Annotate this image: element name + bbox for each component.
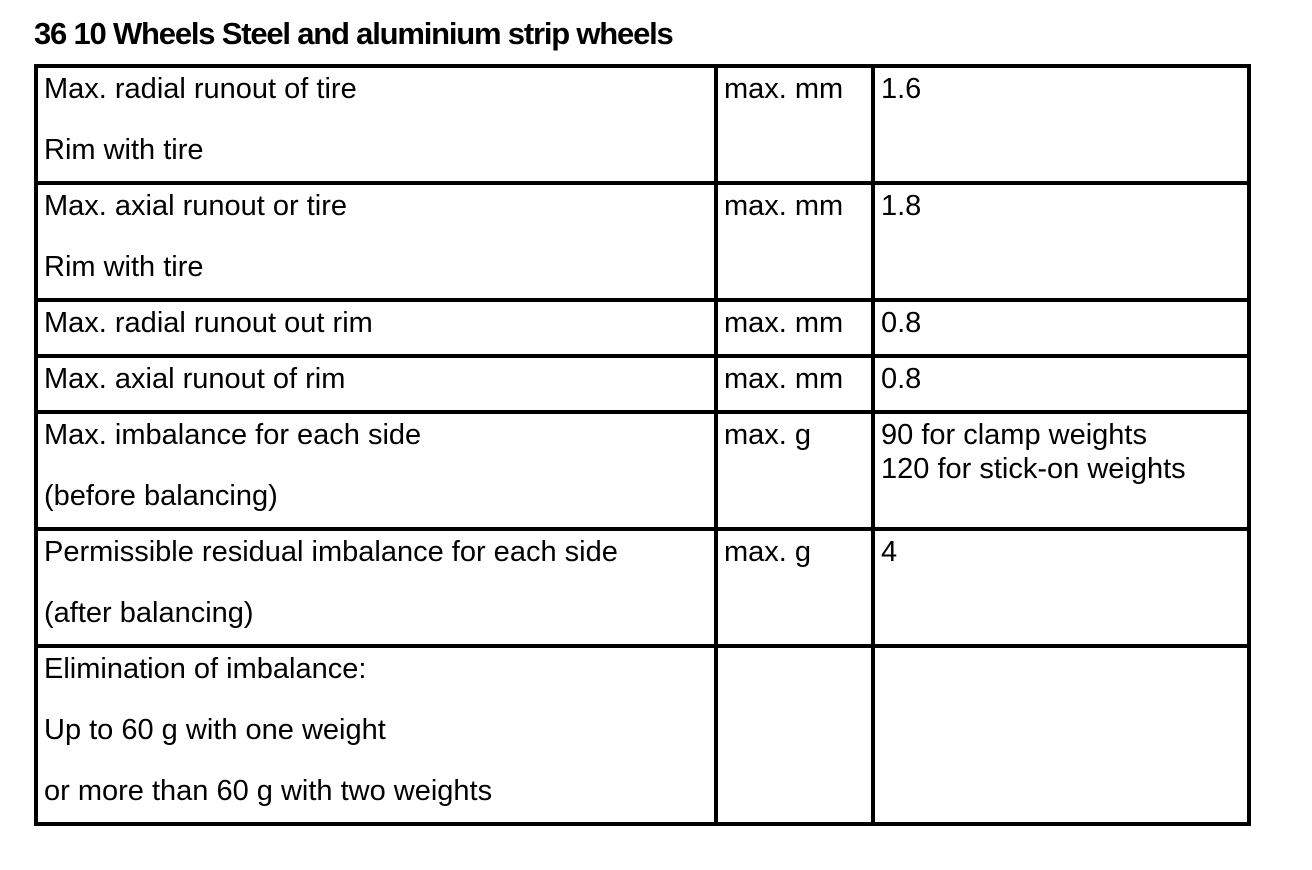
unit-cell [716,300,873,356]
value-text: 120 for stick-on weights [881,453,1186,485]
value-cell [873,529,1249,646]
value-text: 0.8 [881,307,922,339]
table-row [36,356,1249,412]
description-line: Max. axial runout of rim [44,363,346,395]
unit-text: max. mm [724,190,844,222]
description-cell [36,529,716,646]
description-line: Rim with tire [44,251,204,283]
unit-text: max. mm [724,73,844,105]
value-cell [873,646,1249,824]
unit-cell [716,356,873,412]
unit-text: max. mm [724,307,844,339]
table-row [36,646,1249,824]
value-cell [873,183,1249,300]
value-text: 1.8 [881,190,922,222]
description-line: Max. imbalance for each side [44,419,422,451]
unit-cell [716,529,873,646]
description-cell [36,412,716,529]
table-row [36,412,1249,529]
table-row [36,529,1249,646]
description-line: Rim with tire [44,134,204,166]
description-cell [36,300,716,356]
description-cell [36,356,716,412]
table-row [36,66,1249,183]
description-cell [36,183,716,300]
description-line: Max. radial runout out rim [44,307,373,339]
unit-cell [716,183,873,300]
value-text: 4 [881,536,898,568]
table-row [36,300,1249,356]
unit-text: max. g [724,536,812,568]
value-text: 1.6 [881,73,922,105]
value-cell [873,412,1249,529]
description-line: Elimination of imbalance: [44,653,367,685]
unit-cell [716,646,873,824]
value-text [881,646,1247,683]
description-line: Up to 60 g with one weight [44,714,386,746]
specification-table [34,64,1251,826]
value-cell [873,300,1249,356]
description-line: or more than 60 g with two weights [44,775,493,807]
unit-cell [716,66,873,183]
description-cell [36,66,716,183]
page-title: 36 10 Wheels Steel and aluminium strip wheels [34,16,673,51]
unit-text: max. mm [724,363,844,395]
unit-text: max. g [724,419,812,451]
unit-cell [716,412,873,529]
value-cell [873,66,1249,183]
value-cell [873,356,1249,412]
description-line: (before balancing) [44,480,278,512]
description-line: Permissible residual imbalance for each side [44,536,618,568]
description-line: (after balancing) [44,597,254,629]
description-line: Max. radial runout of tire [44,73,357,105]
table-row [36,183,1249,300]
value-text: 90 for clamp weights [881,419,1147,451]
value-text: 0.8 [881,363,922,395]
description-line: Max. axial runout or tire [44,190,348,222]
unit-text [724,646,871,700]
description-cell [36,646,716,824]
